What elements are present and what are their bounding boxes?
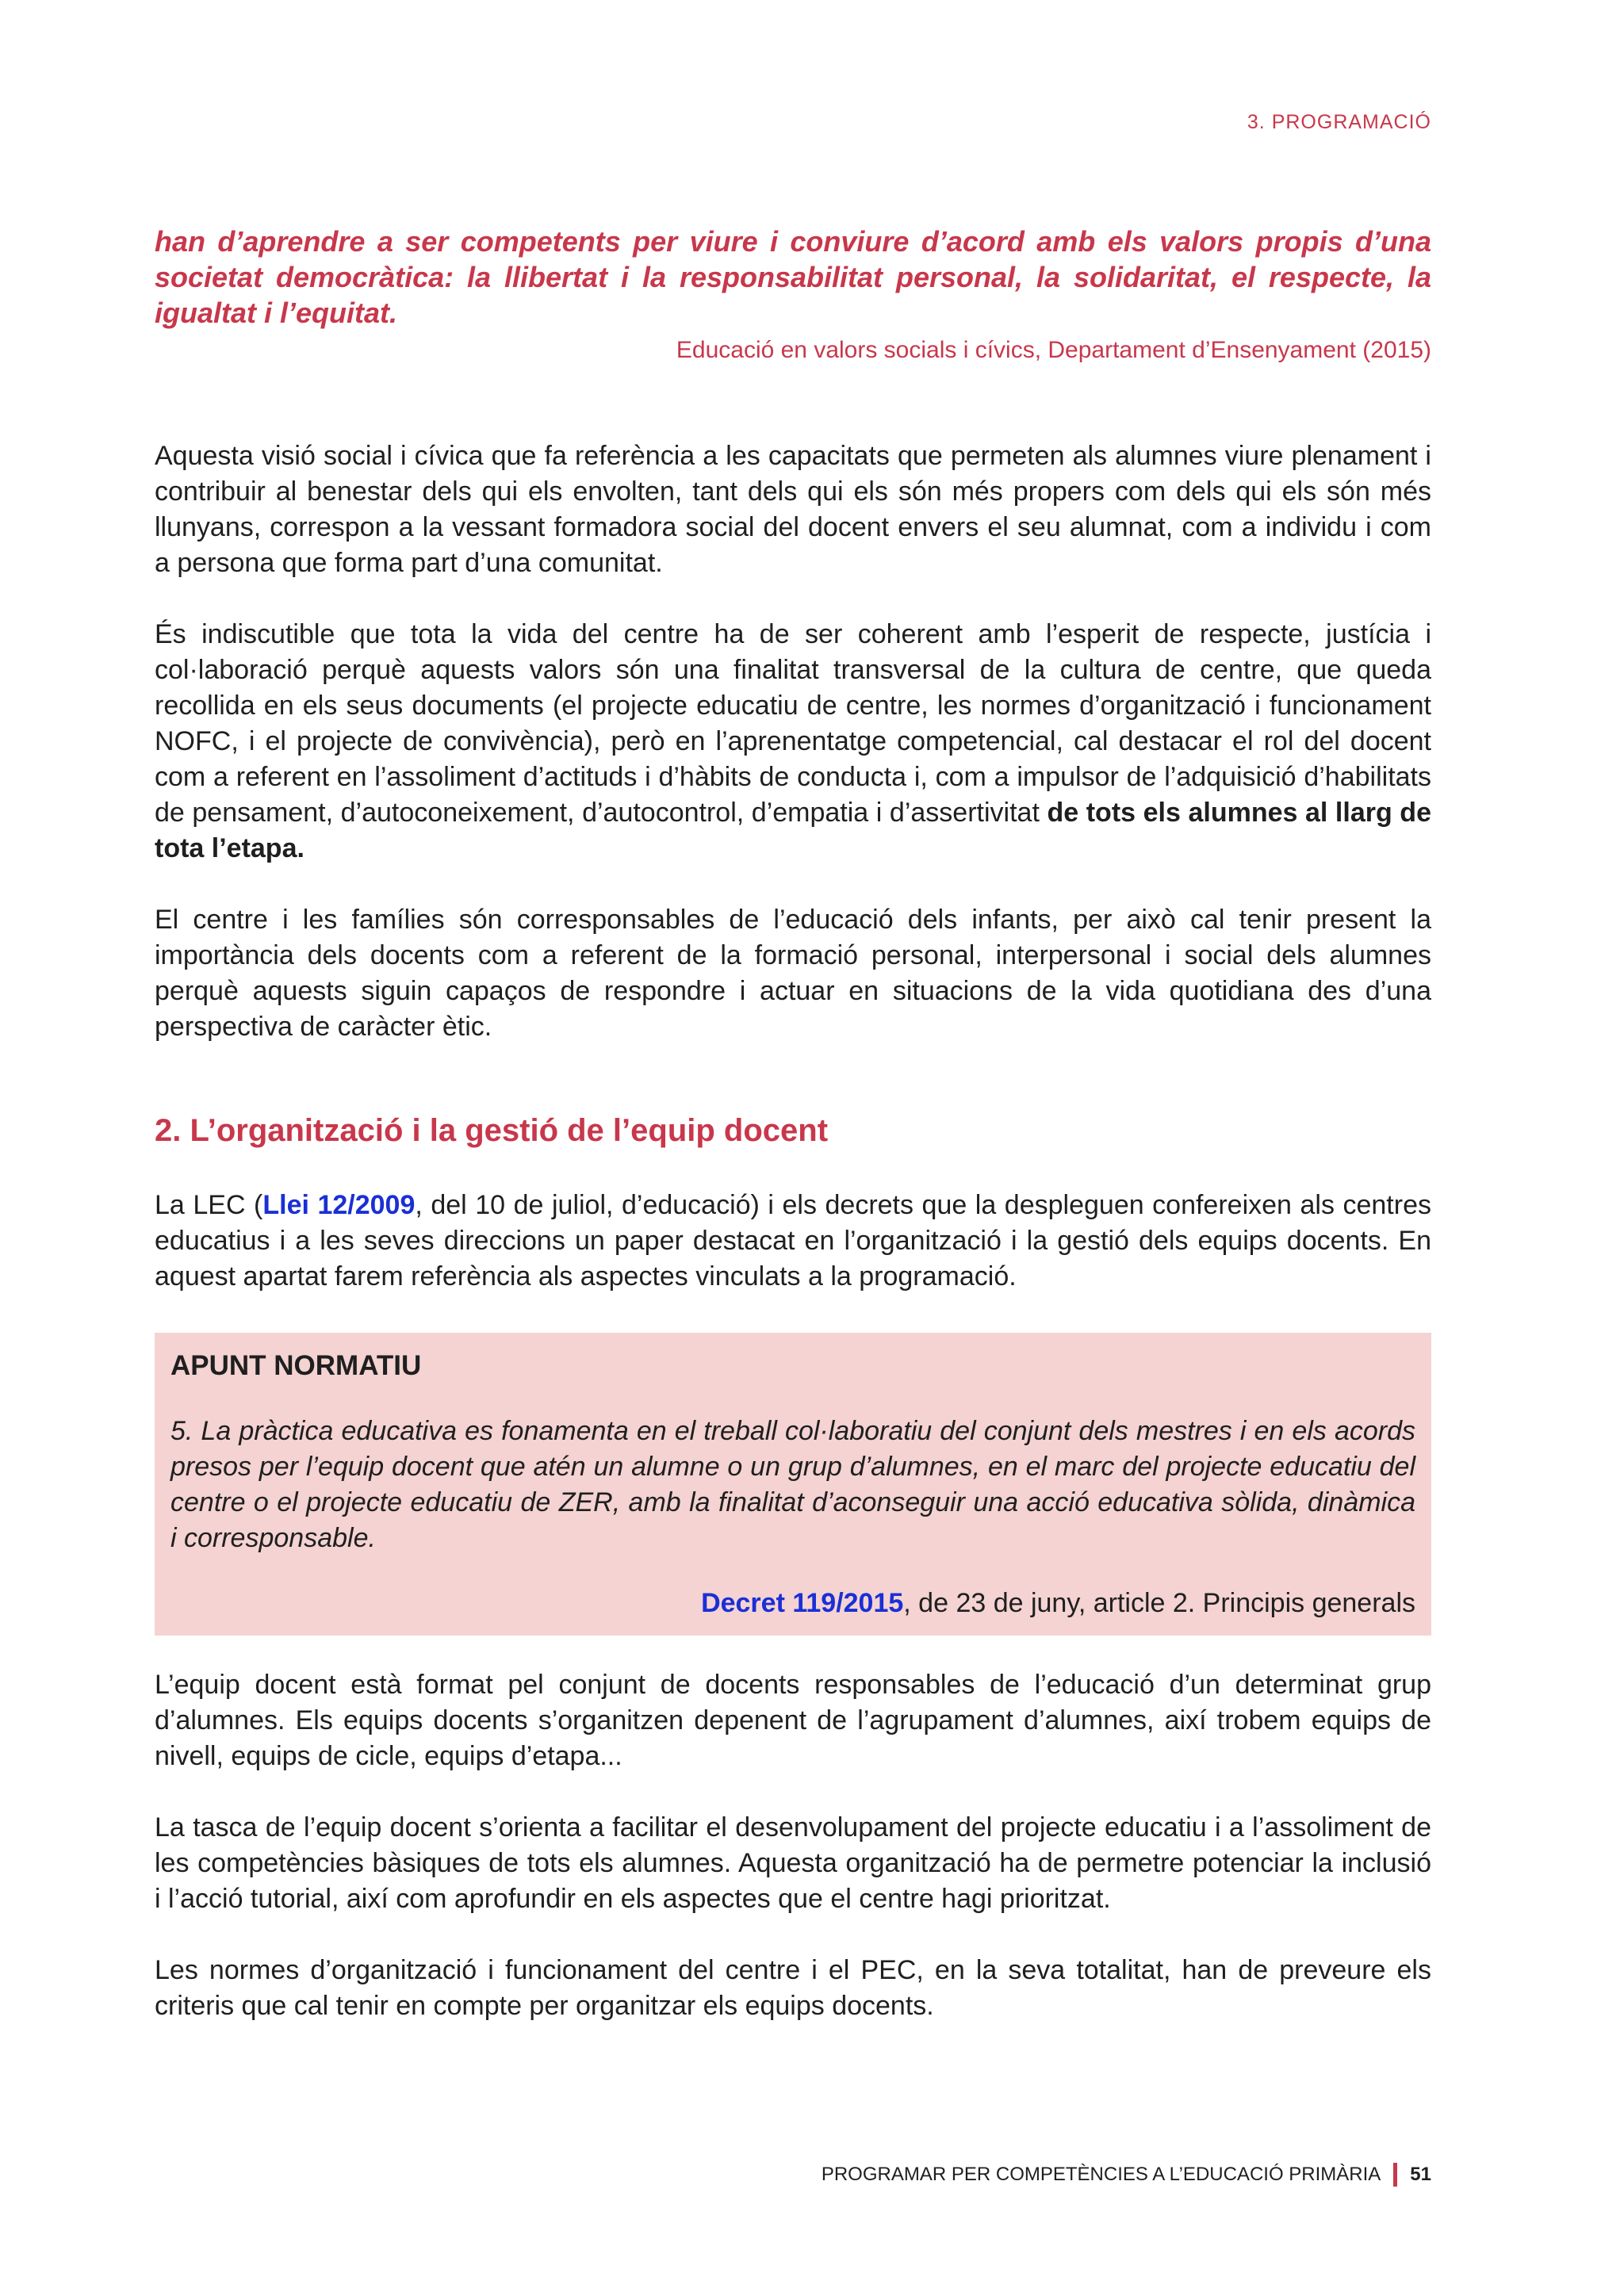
normative-box [155, 1333, 1431, 1636]
normative-box-text: 5. La pràctica educativa es fonamenta en el treball col·laboratiu del conjunt dels mestres i en els acords presos per l’equip docent que atén un alumne o un grup d’alumnes, en el marc del projecte educatiu del centre o el projecte educatiu de ZER, amb la finalitat d’aconseguir una acció educativa sòlida, dinàmica i corresponsable. [170, 1416, 1415, 1553]
paragraph-6: La tasca de l’equip docent s’orienta a facilitar el desenvolupament del projecte educatiu i a l’assoliment de les competències bàsiques de tots els alumnes. Aquesta organització ha de permetre potenciar la inclusió i l’acció tutorial, així com aprofundir en els aspectes que el centre hagi prioritzat. [155, 1812, 1431, 1914]
quote-source: Educació en valors socials i cívics, Departament d’Ensenyament (2015) [676, 337, 1431, 363]
paragraph-2-bold: de tots els alumnes al llarg de tota l’etapa. [155, 798, 1431, 863]
section-title: 2. L’organització i la gestió de l’equip docent [155, 1113, 829, 1148]
paragraph-3: El centre i les famílies són corresponsables de l’educació dels infants, per això cal tenir present la importància dels docents com a referent de la formació personal, interpersonal i social dels alumnes perquè aquests siguin capaços de respondre i actuar en situacions de la vida quotidiana des d’una perspectiva de caràcter ètic. [155, 905, 1431, 1042]
footer-title: PROGRAMAR PER COMPETÈNCIES A L’EDUCACIÓ PRIMÀRIA [821, 2164, 1381, 2185]
paragraph-2-text: És indiscutible que tota la vida del centre ha de ser coherent amb l’esperit de respecte, justícia i col·laboració perquè aquests valors són una finalitat transversal de la cultura de centre, que queda recollida en els seus documents (el projecte educatiu de centre, les normes d’organització i funcionament NOFC, i el projecte de convivència), però en l’aprenentatge competencial, cal destacar el rol del docent com a referent en l’assoliment d’actituds i d’hàbits de conducta i, com a impulsor de l’adquisició d’habilitats de pensament, d’autoconeixement, d’autocontrol, d’empatia i d’assertivitat [155, 619, 1431, 828]
page-footer [822, 2163, 1431, 2187]
normative-box-title: APUNT NORMATIU [170, 1350, 422, 1381]
page-number: 51 [1410, 2164, 1431, 2185]
paragraph-4-after: , del 10 de juliol, d’educació) i els decrets que la despleguen confereixen als centres educatius i a les seves direccions un paper destacat en l’organització i la gestió dels equips docents. En aquest apartat farem referència als aspectes vinculats a la programació. [155, 1190, 1431, 1292]
normative-box-source [701, 1588, 1415, 1619]
paragraph-7: Les normes d’organització i funcionament del centre i el PEC, en la seva totalitat, han de preveure els criteris que cal tenir en compte per organitzar els equips docents. [155, 1955, 1431, 2021]
llei-link[interactable]: Llei 12/2009 [262, 1190, 416, 1220]
quote-text: han d’aprendre a ser competents per viure i conviure d’acord amb els valors propis d’una societat democràtica: la llibertat i la responsabilitat personal, la solidaritat, el respecte, la igualtat i l’equitat. [155, 225, 1431, 329]
footer-divider [1393, 2163, 1397, 2187]
decret-link[interactable]: Decret 119/2015 [701, 1588, 904, 1618]
paragraph-4-before: La LEC ( [155, 1190, 263, 1220]
paragraph-2 [155, 617, 1431, 867]
chapter-header: 3. PROGRAMACIÓ [1247, 111, 1431, 133]
paragraph-4 [155, 1188, 1431, 1295]
normative-source-rest: , de 23 de juny, article 2. Principis generals [903, 1588, 1415, 1618]
paragraph-1: Aquesta visió social i cívica que fa referència a les capacitats que permeten als alumnes viure plenament i contribuir al benestar dels qui els envolten, tant dels qui els són més propers com dels qui els són més llunyans, correspon a la vessant formadora social del docent envers el seu alumnat, com a individu i com a persona que forma part d’una comunitat. [155, 441, 1431, 578]
paragraph-5: L’equip docent està format pel conjunt de docents responsables de l’educació d’un determinat grup d’alumnes. Els equips docents s’organitzen depenent de l’agrupament d’alumnes, així trobem equips de nivell, equips de cicle, equips d’etapa... [155, 1670, 1431, 1771]
